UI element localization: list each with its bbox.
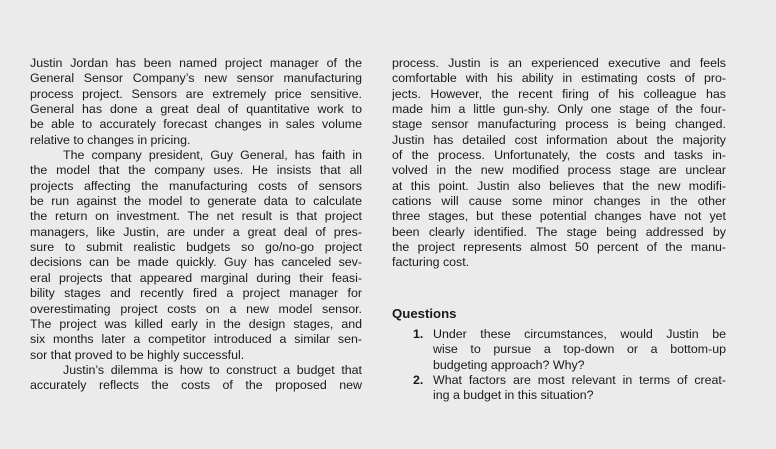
text-line: cations will cause some minor changes in the other [392, 194, 726, 209]
text-line: managers, like Justin, are under a great deal of pres- [30, 224, 362, 239]
text-line: What factors are most relevant in terms of creat- [433, 373, 726, 388]
question-number: 2. [413, 373, 424, 388]
question-text [433, 373, 726, 404]
text-line: the model that the company uses. He insists that all [30, 163, 362, 178]
questions-list [392, 327, 726, 404]
text-line: projects affecting the manufacturing costs of sensors [30, 178, 362, 193]
text-line: Under these circumstances, would Justin be [433, 327, 726, 341]
text-line: three stages, but these potential changes have not yet [392, 209, 726, 224]
text-line: General Sensor Company’s new sensor manufacturing [30, 71, 362, 86]
question-number: 1. [413, 327, 424, 341]
text-line: The project was killed early in the design stages, and [30, 316, 362, 331]
text-line: Justin Jordan has been named project manager of the [30, 56, 362, 70]
text-line: accurately reflects the costs of the proposed new [30, 378, 362, 393]
text-line: at this point. Justin also believes that the new modifi- [392, 178, 726, 193]
text-line: process project. Sensors are extremely price sensitive. [30, 86, 362, 101]
text-line: relative to changes in pricing. [30, 132, 191, 147]
text-line: facturing cost. [392, 255, 470, 270]
text-line: General has done a great deal of quantitative work to [30, 102, 362, 117]
text-line: eral projects that appeared marginal during their feasi- [30, 270, 362, 285]
text-line: stage sensor manufacturing process is being changed. [392, 117, 726, 132]
text-line: the return on investment. The net result is that project [30, 209, 362, 224]
question-text [433, 327, 726, 373]
text-line: comfortable with his ability in estimating costs of pro- [392, 71, 726, 86]
text-line: wise to pursue a top-down or a bottom-up [433, 342, 726, 357]
text-line: overestimating project costs on a new model sensor. [30, 301, 362, 316]
right-text-column [392, 56, 726, 271]
text-line: six months later a competitor introduced a similar sen- [30, 332, 362, 347]
text-line: decisions can be made quickly. Guy has canceled sev- [30, 255, 362, 270]
text-line: the project represents almost 50 percent of the manu- [392, 240, 726, 255]
left-text-column [30, 56, 362, 394]
text-line: made him a little gun-shy. Only one stage of the four- [392, 102, 726, 117]
text-line: budgeting approach? Why? [433, 357, 585, 372]
questions-heading: Questions [392, 306, 457, 321]
text-line: jects. However, the recent firing of his colleague has [392, 86, 726, 101]
text-line: volved in the new modified process stage are unclear [392, 163, 726, 178]
text-line: Justin’s dilemma is how to construct a budget that [63, 362, 362, 377]
text-line: been clearly identified. The stage being addressed by [392, 224, 726, 239]
text-line: sor that proved to be highly successful. [30, 347, 245, 362]
text-line: sure to submit realistic budgets so go/no-go project [30, 240, 362, 255]
question-item [392, 327, 726, 373]
question-item [392, 373, 726, 404]
text-line: be able to accurately forecast changes in sales volume [30, 117, 362, 132]
text-line: be run against the model to generate data to calculate [30, 194, 362, 209]
text-line: bility stages and recently fired a project manager for [30, 286, 362, 301]
text-line: of the process. Unfortunately, the costs and tasks in- [392, 148, 726, 163]
text-line: The company president, Guy General, has faith in [63, 148, 362, 163]
text-line: Justin has detailed cost information about the majority [392, 132, 726, 147]
text-line: ing a budget in this situation? [433, 388, 594, 403]
text-line: process. Justin is an experienced executive and feels [392, 56, 726, 70]
